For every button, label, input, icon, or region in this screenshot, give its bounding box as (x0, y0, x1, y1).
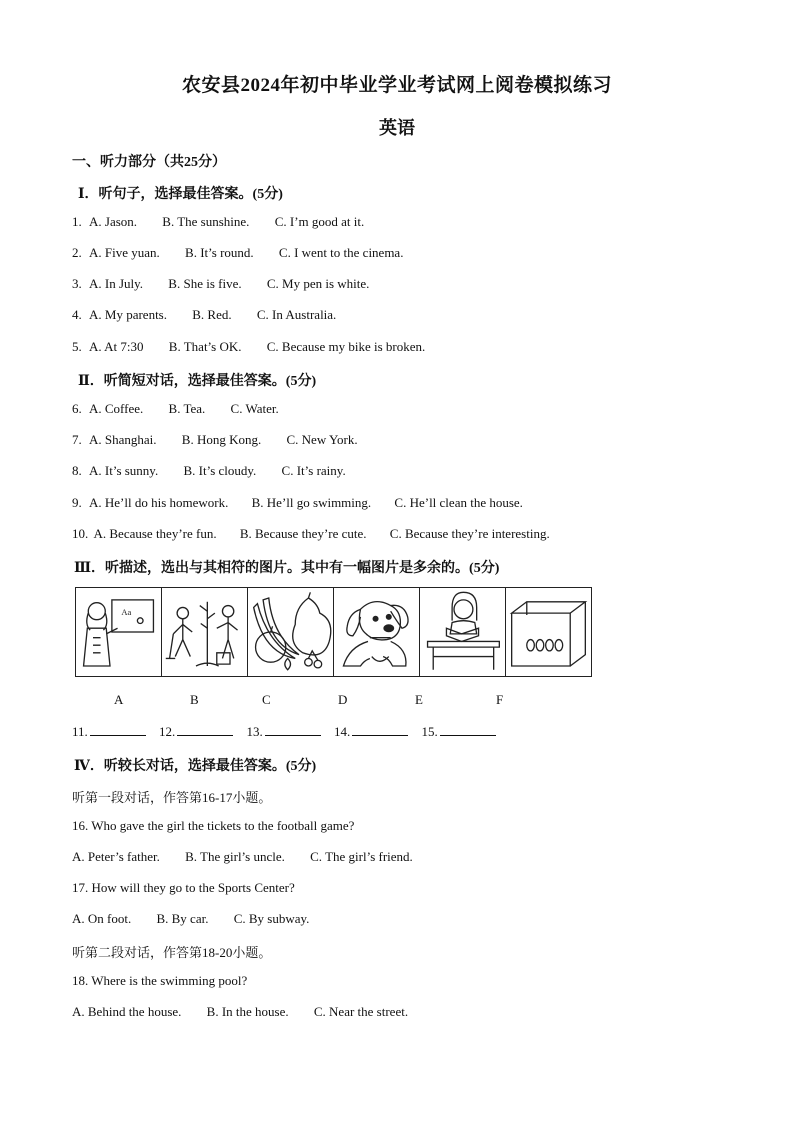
answer-blank[interactable] (352, 723, 408, 736)
picture-letter: B (190, 692, 199, 707)
picture-strip (75, 587, 592, 677)
question-row: 4. A. My parents. B. Red. C. In Australia. (72, 307, 337, 322)
children-planting-tree-icon (162, 588, 248, 676)
option-a: A. Shanghai. (89, 432, 157, 447)
option-c: C. In Australia. (256, 307, 337, 322)
option-c: C. Because they’re interesting. (389, 526, 550, 541)
option-b: B. It’s cloudy. (183, 463, 257, 478)
section3-heading: Ⅲ．听描述，选出与其相符的图片。其中有一幅图片是多余的。(5分) (74, 561, 500, 576)
answer-blank[interactable] (90, 723, 146, 736)
option-c: C. I went to the cinema. (278, 245, 404, 260)
question-row: 2. A. Five yuan. B. It’s round. C. I went to the cinema. (72, 245, 404, 260)
option-c: C. New York. (286, 432, 358, 447)
option-c: C. Because my bike is broken. (266, 339, 426, 354)
section2-heading: Ⅱ．听简短对话，选择最佳答案。(5分) (78, 374, 317, 389)
picture-letter: C (262, 692, 271, 707)
teacher-at-board-icon (76, 588, 162, 676)
question-row: 1. A. Jason. B. The sunshine. C. I’m good at it. (72, 214, 365, 229)
question-stem: 18. Where is the swimming pool? (72, 973, 248, 988)
fruits-icon (248, 588, 334, 676)
dialogue-intro: 听第二段对话，作答第18-20小题。 (72, 945, 272, 960)
question-row: 6. A. Coffee. B. Tea. C. Water. (72, 401, 279, 416)
question-row: 7. A. Shanghai. B. Hong Kong. C. New York. (72, 432, 358, 447)
question-row (72, 1004, 408, 1020)
svg-text:Aa: Aa (121, 607, 132, 617)
dog-icon (334, 588, 420, 676)
question-row: 5. A. At 7:30 B. That’s OK. C. Because my bike is broken. (72, 339, 426, 354)
girl-reading-icon (420, 588, 506, 676)
option-b: B. Because they’re cute. (239, 526, 367, 541)
option-c: C. My pen is white. (266, 276, 370, 291)
option-b: B. She is five. (168, 276, 242, 291)
picture-letter: F (496, 692, 504, 707)
option-a: A. Behind the house. (72, 1004, 182, 1019)
part1-heading: 一、听力部分（共25分） (72, 155, 226, 170)
question-row: 10. A. Because they’re fun. B. Because they’re cute. C. Because they’re interesting. (72, 526, 550, 541)
option-a: A. Five yuan. (89, 245, 160, 260)
option-a: A. It’s sunny. (89, 463, 159, 478)
option-a: A. At 7:30 (89, 339, 144, 354)
section4-heading: Ⅳ．听较长对话，选择最佳答案。(5分) (74, 759, 317, 774)
question-row (72, 849, 413, 865)
option-b: B. Tea. (168, 401, 206, 416)
fish-tank-icon (506, 588, 591, 676)
option-b: B. It’s round. (185, 245, 254, 260)
option-b: B. The girl’s uncle. (185, 849, 285, 864)
option-b: B. The sunshine. (162, 214, 250, 229)
picture-letter: D (338, 692, 348, 707)
option-c: C. The girl’s friend. (310, 849, 413, 864)
answer-blank[interactable] (265, 723, 321, 736)
option-a: A. On foot. (72, 911, 132, 926)
exam-title: 农安县2024年初中毕业学业考试网上阅卷模拟练习 (181, 75, 612, 96)
option-c: C. Water. (230, 401, 279, 416)
question-row: 9. A. He’ll do his homework. B. He’ll go swimming. C. He’ll clean the house. (72, 495, 523, 510)
option-a: A. He’ll do his homework. (89, 495, 229, 510)
answer-blanks: 11. 12. 13. 14. 15. (72, 723, 496, 740)
question-row: 8. A. It’s sunny. B. It’s cloudy. C. It’s rainy. (72, 463, 346, 478)
answer-blank[interactable] (177, 723, 233, 736)
option-a: A. Jason. (89, 214, 138, 229)
option-a: A. Because they’re fun. (93, 526, 217, 541)
option-c: C. I’m good at it. (274, 214, 365, 229)
option-a: A. My parents. (89, 307, 167, 322)
option-b: B. Hong Kong. (181, 432, 262, 447)
option-a: A. Coffee. (89, 401, 144, 416)
picture-letter: A (114, 692, 124, 707)
answer-blank[interactable] (440, 723, 496, 736)
question-stem: 16. Who gave the girl the tickets to the football game? (72, 818, 355, 833)
option-b: B. In the house. (206, 1004, 289, 1019)
question-row: 3. A. In July. B. She is five. C. My pen is white. (72, 276, 370, 291)
option-b: B. He’ll go swimming. (251, 495, 372, 510)
option-a: A. Peter’s father. (72, 849, 160, 864)
dialogue-intro: 听第一段对话，作答第16-17小题。 (72, 790, 272, 805)
subject-title: 英语 (379, 118, 415, 138)
option-a: A. In July. (89, 276, 144, 291)
option-b: B. By car. (156, 911, 209, 926)
option-c: C. Near the street. (313, 1004, 409, 1019)
question-stem: 17. How will they go to the Sports Center? (72, 880, 295, 895)
picture-letter: E (415, 692, 423, 707)
option-b: B. Red. (192, 307, 232, 322)
question-row (72, 911, 309, 927)
option-b: B. That’s OK. (168, 339, 242, 354)
option-c: C. He’ll clean the house. (394, 495, 523, 510)
option-c: C. By subway. (233, 911, 310, 926)
option-c: C. It’s rainy. (281, 463, 346, 478)
section1-heading: Ⅰ．听句子，选择最佳答案。(5分) (78, 187, 283, 202)
picture-letters (0, 692, 794, 708)
